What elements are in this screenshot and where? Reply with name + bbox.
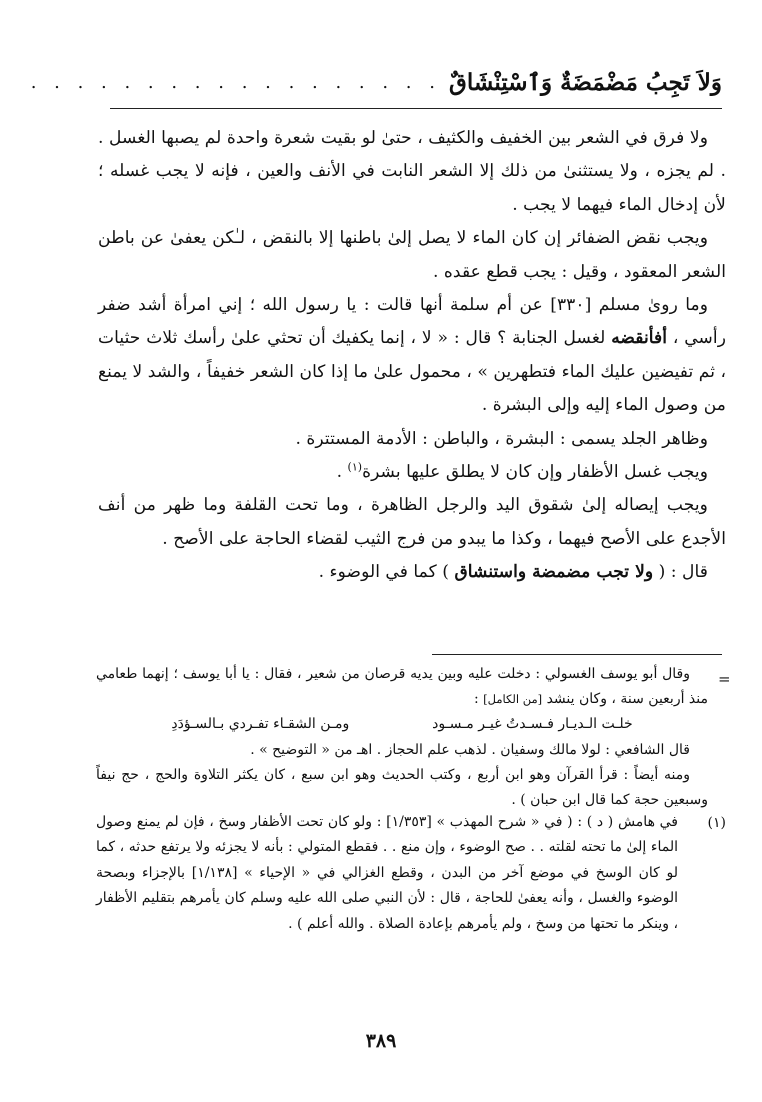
nails-text-end: . — [336, 462, 348, 483]
footnote-1 — [96, 810, 678, 937]
verse-hemistich-2: ومـن الشقـاء تفـردي بـالسـؤدَدِ — [171, 716, 350, 733]
nails-text: ويجب غسل الأظفار وإن كان لا يطلق عليها بشرة — [362, 462, 708, 483]
header-rule — [110, 108, 722, 109]
footnote-continuation-mark: = — [718, 670, 731, 688]
hadith-bold-word: أفأنقضه — [611, 328, 668, 349]
footnote-abu-yusuf — [96, 662, 708, 712]
paragraph-umm-salamah-hadith — [98, 289, 726, 423]
footnote-ref-1: (١) — [347, 460, 363, 474]
header-dot-leader: . . . . . . . . . . . . . . . . . . — [30, 72, 441, 93]
poetry-verse — [96, 712, 708, 737]
paragraph-cracks: ويجب إيصاله إلىٰ شقوق اليد والرجل الظاهرة ، وما تحت القلفة وما ظهر من أنف الأجدع على الأصح فيهما ، وكذا ما يبدو من فرج الثيب لقضاء الحاجة على الأصح . — [98, 495, 726, 549]
paragraph-matn-quote — [98, 556, 726, 589]
hadith-text-start: وما روىٰ مسلم [٣٣٠] عن أم سلمة أنها قالت : يا رسول الله ؛ إني امرأة أشد ضفر رأسي ، — [98, 295, 726, 349]
running-header — [30, 56, 722, 96]
matn-close: ) كما في الوضوء . — [318, 562, 455, 583]
footnote-shafii-quote: قال الشافعي : لولا مالك وسفيان . لذهب علم الحجاز . اهـ من « التوضيح » . — [250, 741, 690, 758]
footnote-1-text: في هامش ( د ) : ( في « شرح المهذب » [١/٣٥٣] : ولو كان تحت الأظفار وسخ ، فإن لم يمنع وصول الماء إلىٰ ما تحته لقلته . . صح الوضوء ، وإن منع . . فقطع المتولي : بأنه لا يجزئه ولا يرتفع حدثه ، كما لو كان الوسخ في موضع آخر من البدن ، وقطع الغزالي في « الإحياء » [١/١٣٨] بالإجزاء وبصحة الوضوء والغسل ، وأنه يعفىٰ للحاجة ، قال : لأن النبي صلى الله عليه وسلم كان يأمرهم بتقليم الأظفار ، وينكر ما تحتها من وسخ ، ولم يأمرهم بإعادة الصلاة . والله أعلم ) . — [96, 814, 679, 932]
header-title: وَلاَ تَجِبُ مَضْمَضَةٌ وَٱسْتِنْشَاقٌ — [448, 69, 722, 96]
hadith-text-end: لغسل الجنابة ؟ قال : « لا ، إنما يكفيك أن تحثي علىٰ رأسك ثلاث حثيات ، ثم تفيضين عليك الماء فتطهرين » ، محمول علىٰ ما إذا كان الشعر خفيفاً ، والشد لا يمنع من وصول الماء إليه وإلى البشرة . — [98, 328, 726, 416]
matn-open: قال : ( — [653, 562, 708, 583]
page-number: ٣٨٩ — [365, 1030, 397, 1052]
footnote-rule — [432, 654, 722, 655]
paragraph-hair-thickness: ولا فرق في الشعر بين الخفيف والكثيف ، حتىٰ لو بقيت شعرة واحدة لم يصبها الغسل . . لم يجزه ، ولا يستثنىٰ من ذلك إلا الشعر النابت في الأنف والعين ، فإنه لا يجب غسله ؛ لأن إدخال الماء فيهما لا يجب . — [98, 128, 726, 215]
footnote-1-number: (١) — [707, 815, 726, 831]
footnote-biography: ومنه أيضاً : قرأ القرآن وهو ابن أربع ، وكتب الحديث وهو ابن سبع ، كان يكثر التلاوة والحج ، حج نيفاً وسبعين حجة كما قال ابن حبان ) . — [96, 766, 708, 809]
paragraph-braids: ويجب نقض الضفائر إن كان الماء لا يصل إلىٰ باطنها إلا بالنقض ، لـٰكن يعفىٰ عن باطن الشعر المعقود ، وقيل : يجب قطع عقده . — [98, 228, 726, 282]
paragraph-skin: وظاهر الجلد يسمى : البشرة ، والباطن : الأدمة المستترة . — [295, 428, 708, 449]
main-text — [98, 122, 726, 590]
verse-hemistich-1: خلـت الـديـار فـسـدتُ غيـر مـسـود — [432, 716, 633, 733]
footnote-continued — [96, 662, 708, 813]
abu-yusuf-text: وقال أبو يوسف الغسولي : دخلت عليه وبين يديه قرصان من شعير ، فقال : يا أبا يوسف ؛ إنهما طعامي منذ أربعين سنة ، وكان ينشد — [96, 666, 708, 708]
matn-bold-text: ولا تجب مضمضة واستنشاق — [454, 562, 654, 583]
paragraph-nails — [98, 456, 726, 489]
verse-meter: [من الكامل] — [483, 692, 543, 707]
abu-yusuf-colon: : — [473, 691, 484, 708]
